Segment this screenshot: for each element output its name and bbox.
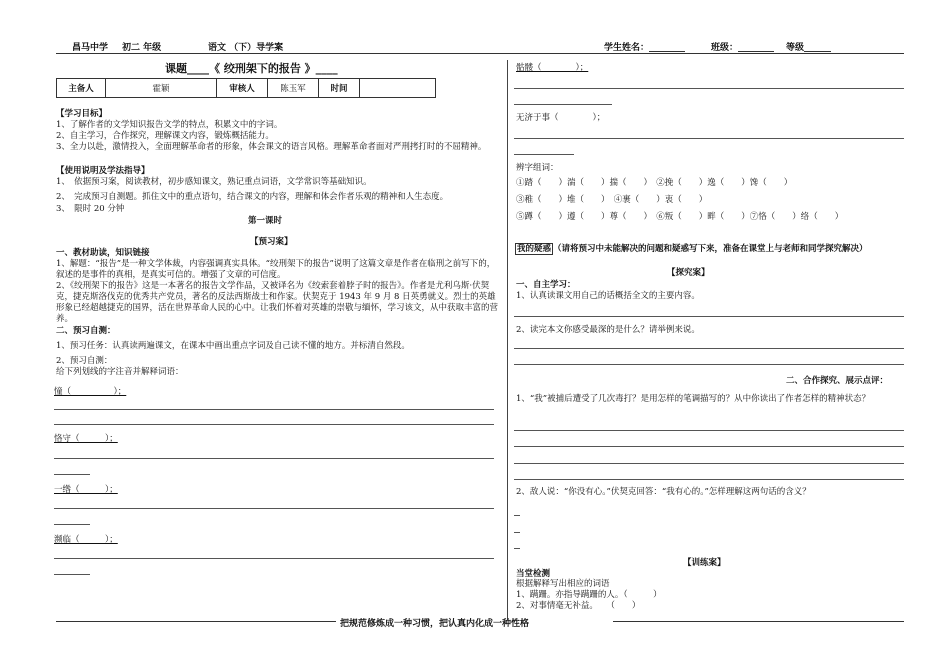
preview-task-1: 1、预习任务：认真读两遍课文，在课本中画出重点字词及自己读不懂的地方。并标清自然段。	[56, 341, 410, 351]
explore-heading: 【探究案】	[667, 268, 710, 278]
usage-3: 3、 限时 20 分钟	[56, 204, 125, 214]
header-subject: 语文 （下）导学案	[208, 43, 284, 53]
question-2: 2、读完本文你感受最深的是什么？请举例来说。	[516, 325, 700, 335]
preview-task-2: 2、预习自测：	[56, 356, 113, 366]
header-school: 昌马中学	[72, 43, 109, 53]
usage-2: 2、 完成预习自测题。抓住文中的重点语句，结合课文的内容，理解和体会作者乐观的精神和人生态度。	[56, 192, 449, 202]
bianzi-label: 辨字组词：	[516, 163, 559, 173]
question-3: 1、“我”被捕后遭受了几次毒打？是用怎样的笔调描写的？从中你读出了作者怎样的精神状态？	[516, 394, 871, 404]
my-doubts	[515, 244, 905, 255]
intro-paragraph-2: 2、《绞刑架下的报告》这是一本著名的报告文学作品，又被译名为《绞索套着脖子时的报告》。作者是尤利乌斯·伏契克，捷克斯洛伐克的优秀共产党员，著名的反法西斯战士和作家。伏契克于 1943 年 9 月 8 日英勇就义。烈士的英雄形象已经超越捷克的国界，活在世界革命人民的心中。让我们怀着对英雄的崇敬与缅怀，学习该文，从中获取丰富的营养。	[56, 281, 499, 324]
question-4: 2、敌人说：“你没有心。”伏契克回答：“我有心的。”怎样理解这两句话的含义？	[516, 487, 811, 497]
word-item-4: 濒临（ ）；	[54, 535, 118, 545]
answer-line-short[interactable]	[514, 548, 520, 549]
class-check-heading: 当堂检测	[516, 569, 551, 579]
answer-line-short[interactable]	[514, 154, 574, 155]
check-item-1: 1、蹒跚。亦指导蹒跚的人。（ ）	[516, 590, 662, 600]
question-1: 1、认真读课文用自己的话概括全文的主要内容。	[516, 291, 700, 301]
answer-line-short[interactable]	[514, 104, 612, 105]
goal-1: 1、了解作者的文学知识报告文学的特点，积累文中的字词。	[56, 120, 283, 130]
bianzi-row-1: ①踏（ ）湍（ ）揣（ ） ②挽（ ）逸（ ）馋（ ）	[516, 178, 793, 188]
word-item-5: 骷髅（ ）；	[516, 63, 589, 73]
answer-line-short[interactable]	[514, 532, 520, 533]
answer-line[interactable]	[514, 430, 904, 431]
info-cell-time	[360, 79, 436, 98]
answer-line[interactable]	[514, 138, 904, 139]
answer-line[interactable]	[54, 424, 494, 425]
goal-3: 3、全力以赴，激情投入，全面理解革命者的形象，体会课文的语言风格。理解革命者面对严刑拷打时的不屈精神。	[56, 142, 487, 152]
goal-2: 2、自主学习，合作探究，理解课文内容，锻炼概括能力。	[56, 131, 274, 141]
lesson-label: 第一课时	[248, 216, 283, 226]
word-item-1: 憧（ ）；	[54, 387, 127, 397]
header-grade: 初二 年级	[122, 43, 162, 53]
header-rule	[56, 53, 904, 54]
info-cell-author: 霍颖	[106, 79, 217, 98]
section-2-heading: 二、预习自测：	[56, 326, 116, 336]
answer-line[interactable]	[54, 409, 494, 410]
answer-line-short[interactable]	[54, 574, 90, 575]
column-divider	[507, 60, 508, 620]
training-heading: 【训练案】	[683, 558, 726, 568]
self-study-heading: 一、自主学习：	[516, 280, 576, 290]
header-student-name: 学生姓名：________	[604, 43, 686, 53]
goals-heading: 【学习目标】	[56, 109, 108, 119]
answer-line-short[interactable]	[514, 515, 520, 516]
header-class: 班级：________	[711, 43, 775, 53]
preview-heading: 【预习案】	[250, 237, 293, 247]
word-item-3: 一绺（ ）；	[54, 485, 118, 495]
info-cell-reviewer: 陈玉军	[268, 79, 319, 98]
check-item-2: 2、对事情毫无补益。 （ ）	[516, 601, 641, 611]
intro-paragraph-1: 1、解题：“报告”是一种文学体裁，内容强调真实具体。“绞刑架下的报告”说明了这篇文章是作者在临刑之前写下的，叙述的是事件的真相，是真实可信的。增强了文章的可信度。	[56, 259, 496, 280]
info-cell-time-label: 时间	[319, 79, 360, 98]
answer-line[interactable]	[54, 558, 494, 559]
bianzi-row-3: ⑤蹲（ ）遵（ ）尊（ ） ⑥叛（ ）畔（ ）⑦恪（ ）络（ ）	[516, 212, 844, 222]
answer-line[interactable]	[514, 364, 904, 365]
answer-line[interactable]	[54, 458, 494, 459]
my-doubts-instruction: （请将预习中未能解决的问题和疑惑写下来，准备在课堂上与老师和同学探究解决）	[553, 244, 868, 254]
answer-line[interactable]	[514, 446, 904, 447]
section-1-heading: 一、教材助读，知识链接	[56, 248, 150, 258]
footer-motto: 把规范修炼成一种习惯，把认真内化成一种性格	[340, 619, 530, 629]
answer-line[interactable]	[54, 508, 494, 509]
header-rank: 等级______	[786, 43, 832, 53]
class-check-instruction: 根据解释写出相应的词语	[516, 579, 610, 589]
answer-line[interactable]	[514, 88, 904, 89]
info-table	[56, 78, 436, 98]
answer-line-short[interactable]	[54, 474, 90, 475]
answer-line[interactable]	[514, 463, 904, 464]
info-cell-author-label: 主备人	[57, 79, 106, 98]
preview-task-3: 给下列划线的字注音并解释词语：	[56, 367, 184, 377]
word-item-2: 恪守（ ）；	[54, 434, 118, 444]
usage-1: 1、 依据预习案，阅读教材，初步感知课文，熟记重点词语，文学常识等基础知识。	[56, 177, 372, 187]
usage-heading: 【使用说明及学法指导】	[56, 166, 150, 176]
answer-line-short[interactable]	[54, 524, 90, 525]
info-cell-reviewer-label: 审核人	[217, 79, 268, 98]
answer-line[interactable]	[514, 316, 904, 317]
cooperation-heading: 二、合作探究、展示点评：	[786, 376, 889, 386]
bianzi-row-2: ③稚（ ）堆（ ） ④裹（ ）衷（ ）	[516, 195, 708, 205]
word-item-6: 无济于事（ ）；	[516, 113, 606, 123]
answer-line[interactable]	[514, 479, 904, 480]
answer-line[interactable]	[514, 348, 904, 349]
page-title: 课题____《 绞刑架下的报告 》____	[165, 62, 338, 75]
my-doubts-label: 我的疑惑	[517, 244, 552, 254]
footer-rule-right	[613, 621, 904, 622]
footer-rule-left	[56, 621, 336, 622]
